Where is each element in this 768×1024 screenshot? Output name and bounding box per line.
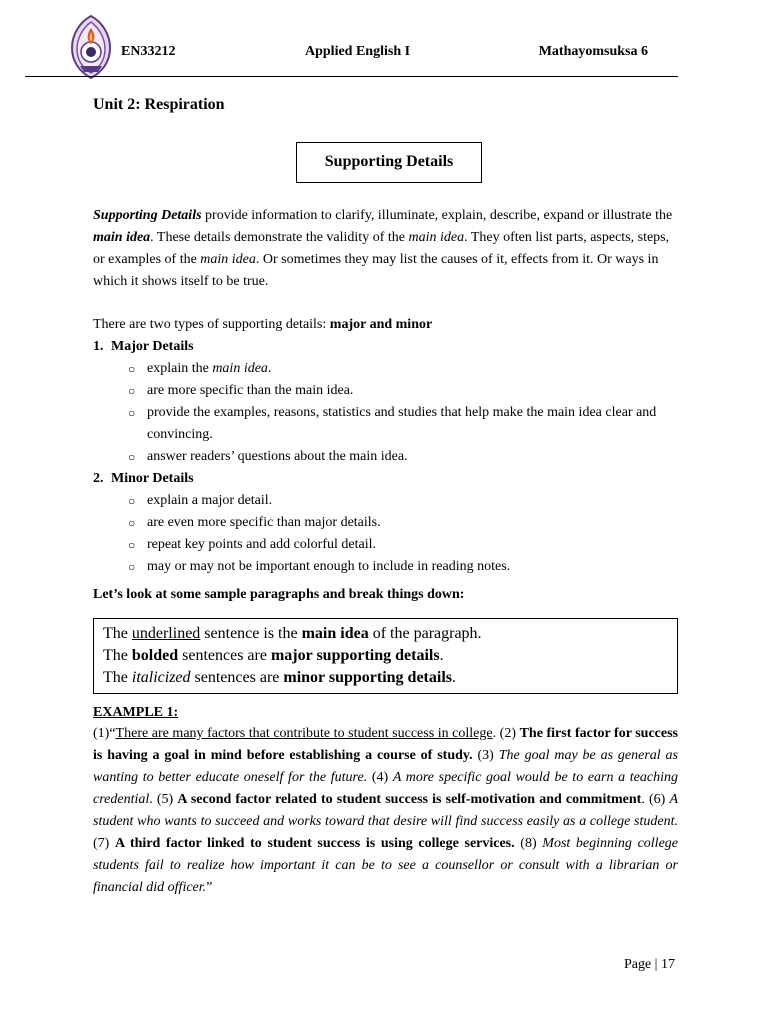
course-title: Applied English I <box>305 44 411 59</box>
list-item: ○ provide the examples, reasons, statistics and studies that help make the main idea clear and convincing. <box>93 402 678 446</box>
list-item: ○ repeat key points and add colorful detail. <box>93 534 678 556</box>
intro-paragraph: Supporting Details provide information to clarify, illuminate, explain, describe, expand or illustrate the main idea. These details demonstrate the validity of the main idea. They often list parts, aspects, steps, or examples of the main idea. Or sometimes they may list the causes of it, effects from it. Or ways in which it shows itself to be true. <box>93 208 673 289</box>
legend-line-underlined: The underlined sentence is the main idea of the paragraph. <box>103 625 482 642</box>
page-header <box>68 40 678 80</box>
list-item: ○ are more specific than the main idea. <box>93 380 678 402</box>
major-detail-sentence: The first factor for success is having a goal in mind before establishing a course of study. <box>93 726 679 763</box>
formatting-legend-box <box>93 618 678 694</box>
page-number: Page | 17 <box>623 957 675 972</box>
major-detail-sentence: A third factor linked to student success is using college services. <box>114 836 515 851</box>
major-details-list <box>93 358 678 468</box>
section-title: Supporting Details <box>296 142 482 183</box>
school-emblem-logo <box>68 14 114 80</box>
example-1-title: EXAMPLE 1: <box>93 705 179 720</box>
minor-details-list <box>93 490 678 578</box>
list-item: ○ explain the main idea. <box>93 358 678 380</box>
minor-detail-sentence: A more specific goal would be to earn a teaching credential <box>93 770 678 807</box>
sample-intro: Let’s look at some sample paragraphs and break things down: <box>93 587 465 602</box>
list-item: ○ answer readers’ questions about the main idea. <box>93 446 678 468</box>
main-idea-sentence: There are many factors that contribute to student success in college <box>115 726 493 741</box>
legend-line-italicized: The italicized sentences are minor supporting details. <box>103 669 456 686</box>
unit-title: Unit 2: Respiration <box>93 96 225 113</box>
major-detail-sentence: A second factor related to student success is self-motivation and commitment <box>177 792 642 807</box>
course-level: Mathayomsuksa 6 <box>538 44 648 59</box>
minor-details-section: 2. Minor Details ○ explain a major detail. ○ are even more specific than major details. ○ repeat key points and add colorful detail. ○ may or may not be important enough to include in reading notes. <box>93 468 678 578</box>
example-1-paragraph: (1)“There are many factors that contribute to student success in college. (2) The first factor for success is having a goal in mind before establishing a course of study. (3) The goal may be as general as wanting to better educate oneself for the future. (4) A more specific goal would be to earn a teaching credential. (5) A second factor related to student success is self-motivation and commitment. (6) A student who wants to succeed and works toward that desire will find success easily as a college student. (7) A third factor linked to student success is using college services. (8) Most beginning college students fail to realize how important it can be to see a counsellor or consult with a librarian or financial did officer.” <box>93 726 679 895</box>
intro-term: Supporting Details <box>93 208 202 223</box>
major-details-section: 1. Major Details ○ explain the main idea. ○ are more specific than the main idea. ○ provide the examples, reasons, statistics and studies that help make the main idea clear and convincing. ○ answer readers’ questions about the main idea. <box>93 336 678 468</box>
major-details-heading: Major Details <box>111 339 194 354</box>
course-code: EN33212 <box>121 44 176 59</box>
minor-detail-sentence: The goal may be as general as wanting to better educate oneself for the future. <box>93 748 679 785</box>
list-item: ○ are even more specific than major details. <box>93 512 678 534</box>
list-item: ○ may or may not be important enough to include in reading notes. <box>93 556 678 578</box>
header-divider <box>25 76 678 77</box>
minor-detail-sentence: A student who wants to succeed and works toward that desire will find success easily as a college student. <box>93 792 678 829</box>
list-item: ○ explain a major detail. <box>93 490 678 512</box>
minor-details-heading: Minor Details <box>111 471 194 486</box>
legend-line-bolded: The bolded sentences are major supporting details. <box>103 647 444 664</box>
minor-detail-sentence: Most beginning college students fail to realize how important it can be to see a counsellor or consult with a librarian or financial did officer. <box>93 836 679 895</box>
types-intro: There are two types of supporting details: major and minor <box>93 317 433 332</box>
detail-types-list <box>93 336 678 578</box>
